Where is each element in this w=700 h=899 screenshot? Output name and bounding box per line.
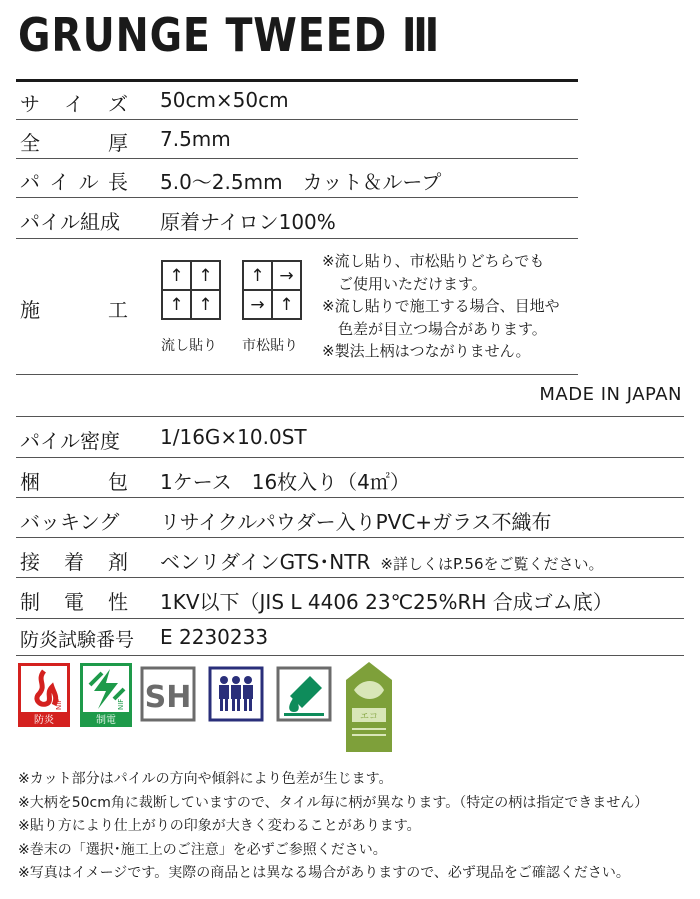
arrow-up-icon: ↑ — [272, 290, 301, 319]
arrow-up-icon: ↑ — [191, 261, 220, 290]
spec-row-pile-length — [16, 159, 578, 198]
arrow-up-icon: ↑ — [162, 290, 191, 319]
spec-value: E 2230233 — [160, 625, 269, 649]
spec-value: ベンリダインGTS･NTR ※詳しくはP.56をご覧ください。 — [160, 550, 604, 574]
antistatic-icon — [80, 663, 132, 727]
adhesive-note: ※詳しくはP.56をご覧ください。 — [380, 555, 604, 573]
fire-retardant-icon — [18, 663, 70, 727]
spec-value: 1KV以下（JIS L 4406 23℃25%RH 合成ゴム底） — [160, 590, 613, 614]
spec-row-thickness — [16, 120, 578, 159]
spec-row-pile-composition — [16, 198, 578, 239]
eco-certification-icon — [344, 660, 394, 755]
spec-value: 1/16G×10.0ST — [160, 425, 307, 449]
installation-notes: ※流し貼り、市松貼りどちらでも ご使用いただけます。 ※流し貼りで施工する場合、目地や 色差が目立つ場合があります。 ※製法上柄はつながりません。 — [322, 252, 560, 360]
svg-text:エコ: エコ — [359, 712, 379, 722]
svg-text:NIF: NIF — [55, 698, 63, 710]
spec-row-backing — [16, 498, 684, 538]
arrow-up-icon: ↑ — [162, 261, 191, 290]
spec-label: 接 着 剤 — [20, 550, 128, 574]
spec-value: 7.5mm — [160, 127, 231, 151]
svg-text:NIF: NIF — [117, 698, 125, 710]
svg-text:制電: 制電 — [96, 715, 116, 726]
water-drop-icon — [276, 666, 332, 722]
straight-layout-caption: 流し貼り — [161, 338, 217, 354]
spec-label: バッキング — [20, 510, 120, 534]
spec-label: 梱 包 — [20, 470, 128, 494]
spec-label: 全 厚 — [20, 131, 128, 155]
svg-text:防炎: 防炎 — [34, 715, 54, 726]
spec-label: サ イ ズ — [20, 92, 128, 116]
footnote: ※写真はイメージです。実際の商品とは異なる場合がありますので、必ず現品をご確認ください。 — [18, 865, 630, 882]
footnote: ※巻末の「選択･施工上のご注意」を必ずご参照ください。 — [18, 841, 387, 858]
footnotes — [18, 768, 648, 886]
sick-house-sh-icon — [140, 666, 196, 722]
spec-row-pile-density — [16, 416, 684, 458]
made-in-label: MADE IN JAPAN — [539, 384, 682, 405]
people-icon — [208, 666, 264, 722]
spec-label: パイル密度 — [20, 429, 120, 453]
arrow-right-icon: → — [243, 290, 272, 319]
spec-value: 原着ナイロン100% — [160, 210, 336, 234]
spec-row-size — [16, 82, 578, 120]
spec-row-packaging — [16, 458, 684, 498]
spec-value: 5.0〜2.5mm カット＆ループ — [160, 170, 442, 194]
spec-label: パイル組成 — [20, 210, 120, 234]
footnote: ※貼り方により仕上がりの印象が大きく変わることがあります。 — [18, 818, 421, 835]
arrow-right-icon: → — [272, 261, 301, 290]
spec-value: 1ケース 16枚入り（4㎡） — [160, 470, 410, 494]
arrow-up-icon: ↑ — [191, 290, 220, 319]
spec-row-adhesive — [16, 538, 684, 578]
checker-layout-caption: 市松貼り — [242, 338, 298, 354]
spec-value: リサイクルパウダー入りPVC+ガラス不織布 — [160, 510, 552, 534]
spec-label: 防炎試験番号 — [20, 629, 135, 651]
checker-layout-diagram — [242, 260, 302, 320]
certification-icons — [18, 660, 618, 755]
spec-label: パ イ ル 長 — [20, 170, 128, 194]
footnote: ※カット部分はパイルの方向や傾斜により色差が生じます。 — [18, 771, 393, 787]
spec-row-fire-test — [16, 619, 684, 656]
spec-label: 制 電 性 — [20, 590, 128, 614]
spec-row-antistatic — [16, 578, 684, 619]
footnote: ※大柄を50cm角に裁断していますので、タイル毎に柄が異なります。（特定の柄は指定できません） — [18, 794, 649, 811]
spec-value: 50cm×50cm — [160, 88, 289, 112]
svg-text:SH: SH — [144, 680, 192, 715]
spec-label: 施 工 — [20, 298, 128, 322]
page-title: GRUNGE TWEED Ⅲ — [18, 8, 441, 62]
straight-layout-diagram — [161, 260, 221, 320]
arrow-up-icon: ↑ — [243, 261, 272, 290]
